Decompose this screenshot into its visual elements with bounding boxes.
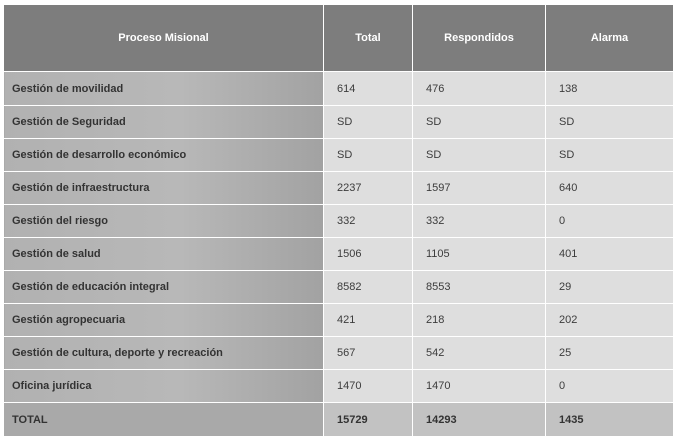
- cell-total: SD: [324, 106, 413, 139]
- cell-total: 567: [324, 337, 413, 370]
- cell-respondidos: 476: [413, 72, 546, 106]
- header-total: Total: [324, 5, 413, 72]
- cell-proceso: Gestión de desarrollo económico: [4, 139, 324, 172]
- table-row: [4, 205, 674, 238]
- table-row: [4, 172, 674, 205]
- cell-respondidos: 218: [413, 304, 546, 337]
- cell-alarma: 0: [546, 205, 674, 238]
- cell-total: 421: [324, 304, 413, 337]
- cell-proceso: Gestión de salud: [4, 238, 324, 271]
- table-row: [4, 337, 674, 370]
- cell-respondidos: 1597: [413, 172, 546, 205]
- cell-respondidos: 542: [413, 337, 546, 370]
- cell-proceso: Gestión del riesgo: [4, 205, 324, 238]
- cell-alarma: 0: [546, 370, 674, 403]
- table-row: [4, 106, 674, 139]
- cell-respondidos: SD: [413, 139, 546, 172]
- proceso-misional-table: [3, 4, 674, 437]
- table-footer: [4, 403, 674, 437]
- table-row: [4, 238, 674, 271]
- cell-total: 2237: [324, 172, 413, 205]
- total-label: TOTAL: [4, 403, 324, 437]
- cell-alarma: 640: [546, 172, 674, 205]
- table-row: [4, 370, 674, 403]
- data-table-container: [3, 4, 673, 442]
- cell-respondidos: 8553: [413, 271, 546, 304]
- total-total: 15729: [324, 403, 413, 437]
- cell-total: 1470: [324, 370, 413, 403]
- cell-alarma: 401: [546, 238, 674, 271]
- table-body: [4, 72, 674, 403]
- cell-total: SD: [324, 139, 413, 172]
- cell-respondidos: 1105: [413, 238, 546, 271]
- total-alarma: 1435: [546, 403, 674, 437]
- cell-proceso: Gestión de Seguridad: [4, 106, 324, 139]
- table-header: [4, 5, 674, 72]
- cell-alarma: 25: [546, 337, 674, 370]
- cell-respondidos: SD: [413, 106, 546, 139]
- total-row: [4, 403, 674, 437]
- cell-proceso: Gestión de movilidad: [4, 72, 324, 106]
- header-proceso-misional: Proceso Misional: [4, 5, 324, 72]
- cell-total: 8582: [324, 271, 413, 304]
- header-alarma: Alarma: [546, 5, 674, 72]
- cell-proceso: Gestión de infraestructura: [4, 172, 324, 205]
- cell-total: 1506: [324, 238, 413, 271]
- cell-proceso: Gestión de cultura, deporte y recreación: [4, 337, 324, 370]
- cell-alarma: 138: [546, 72, 674, 106]
- header-respondidos: Respondidos: [413, 5, 546, 72]
- cell-respondidos: 1470: [413, 370, 546, 403]
- table-row: [4, 139, 674, 172]
- cell-alarma: 202: [546, 304, 674, 337]
- cell-total: 614: [324, 72, 413, 106]
- table-row: [4, 304, 674, 337]
- table-row: [4, 271, 674, 304]
- table-row: [4, 72, 674, 106]
- cell-proceso: Gestión de educación integral: [4, 271, 324, 304]
- cell-respondidos: 332: [413, 205, 546, 238]
- cell-alarma: SD: [546, 139, 674, 172]
- header-row: [4, 5, 674, 72]
- total-respondidos: 14293: [413, 403, 546, 437]
- cell-alarma: 29: [546, 271, 674, 304]
- cell-proceso: Oficina jurídica: [4, 370, 324, 403]
- cell-proceso: Gestión agropecuaria: [4, 304, 324, 337]
- cell-total: 332: [324, 205, 413, 238]
- cell-alarma: SD: [546, 106, 674, 139]
